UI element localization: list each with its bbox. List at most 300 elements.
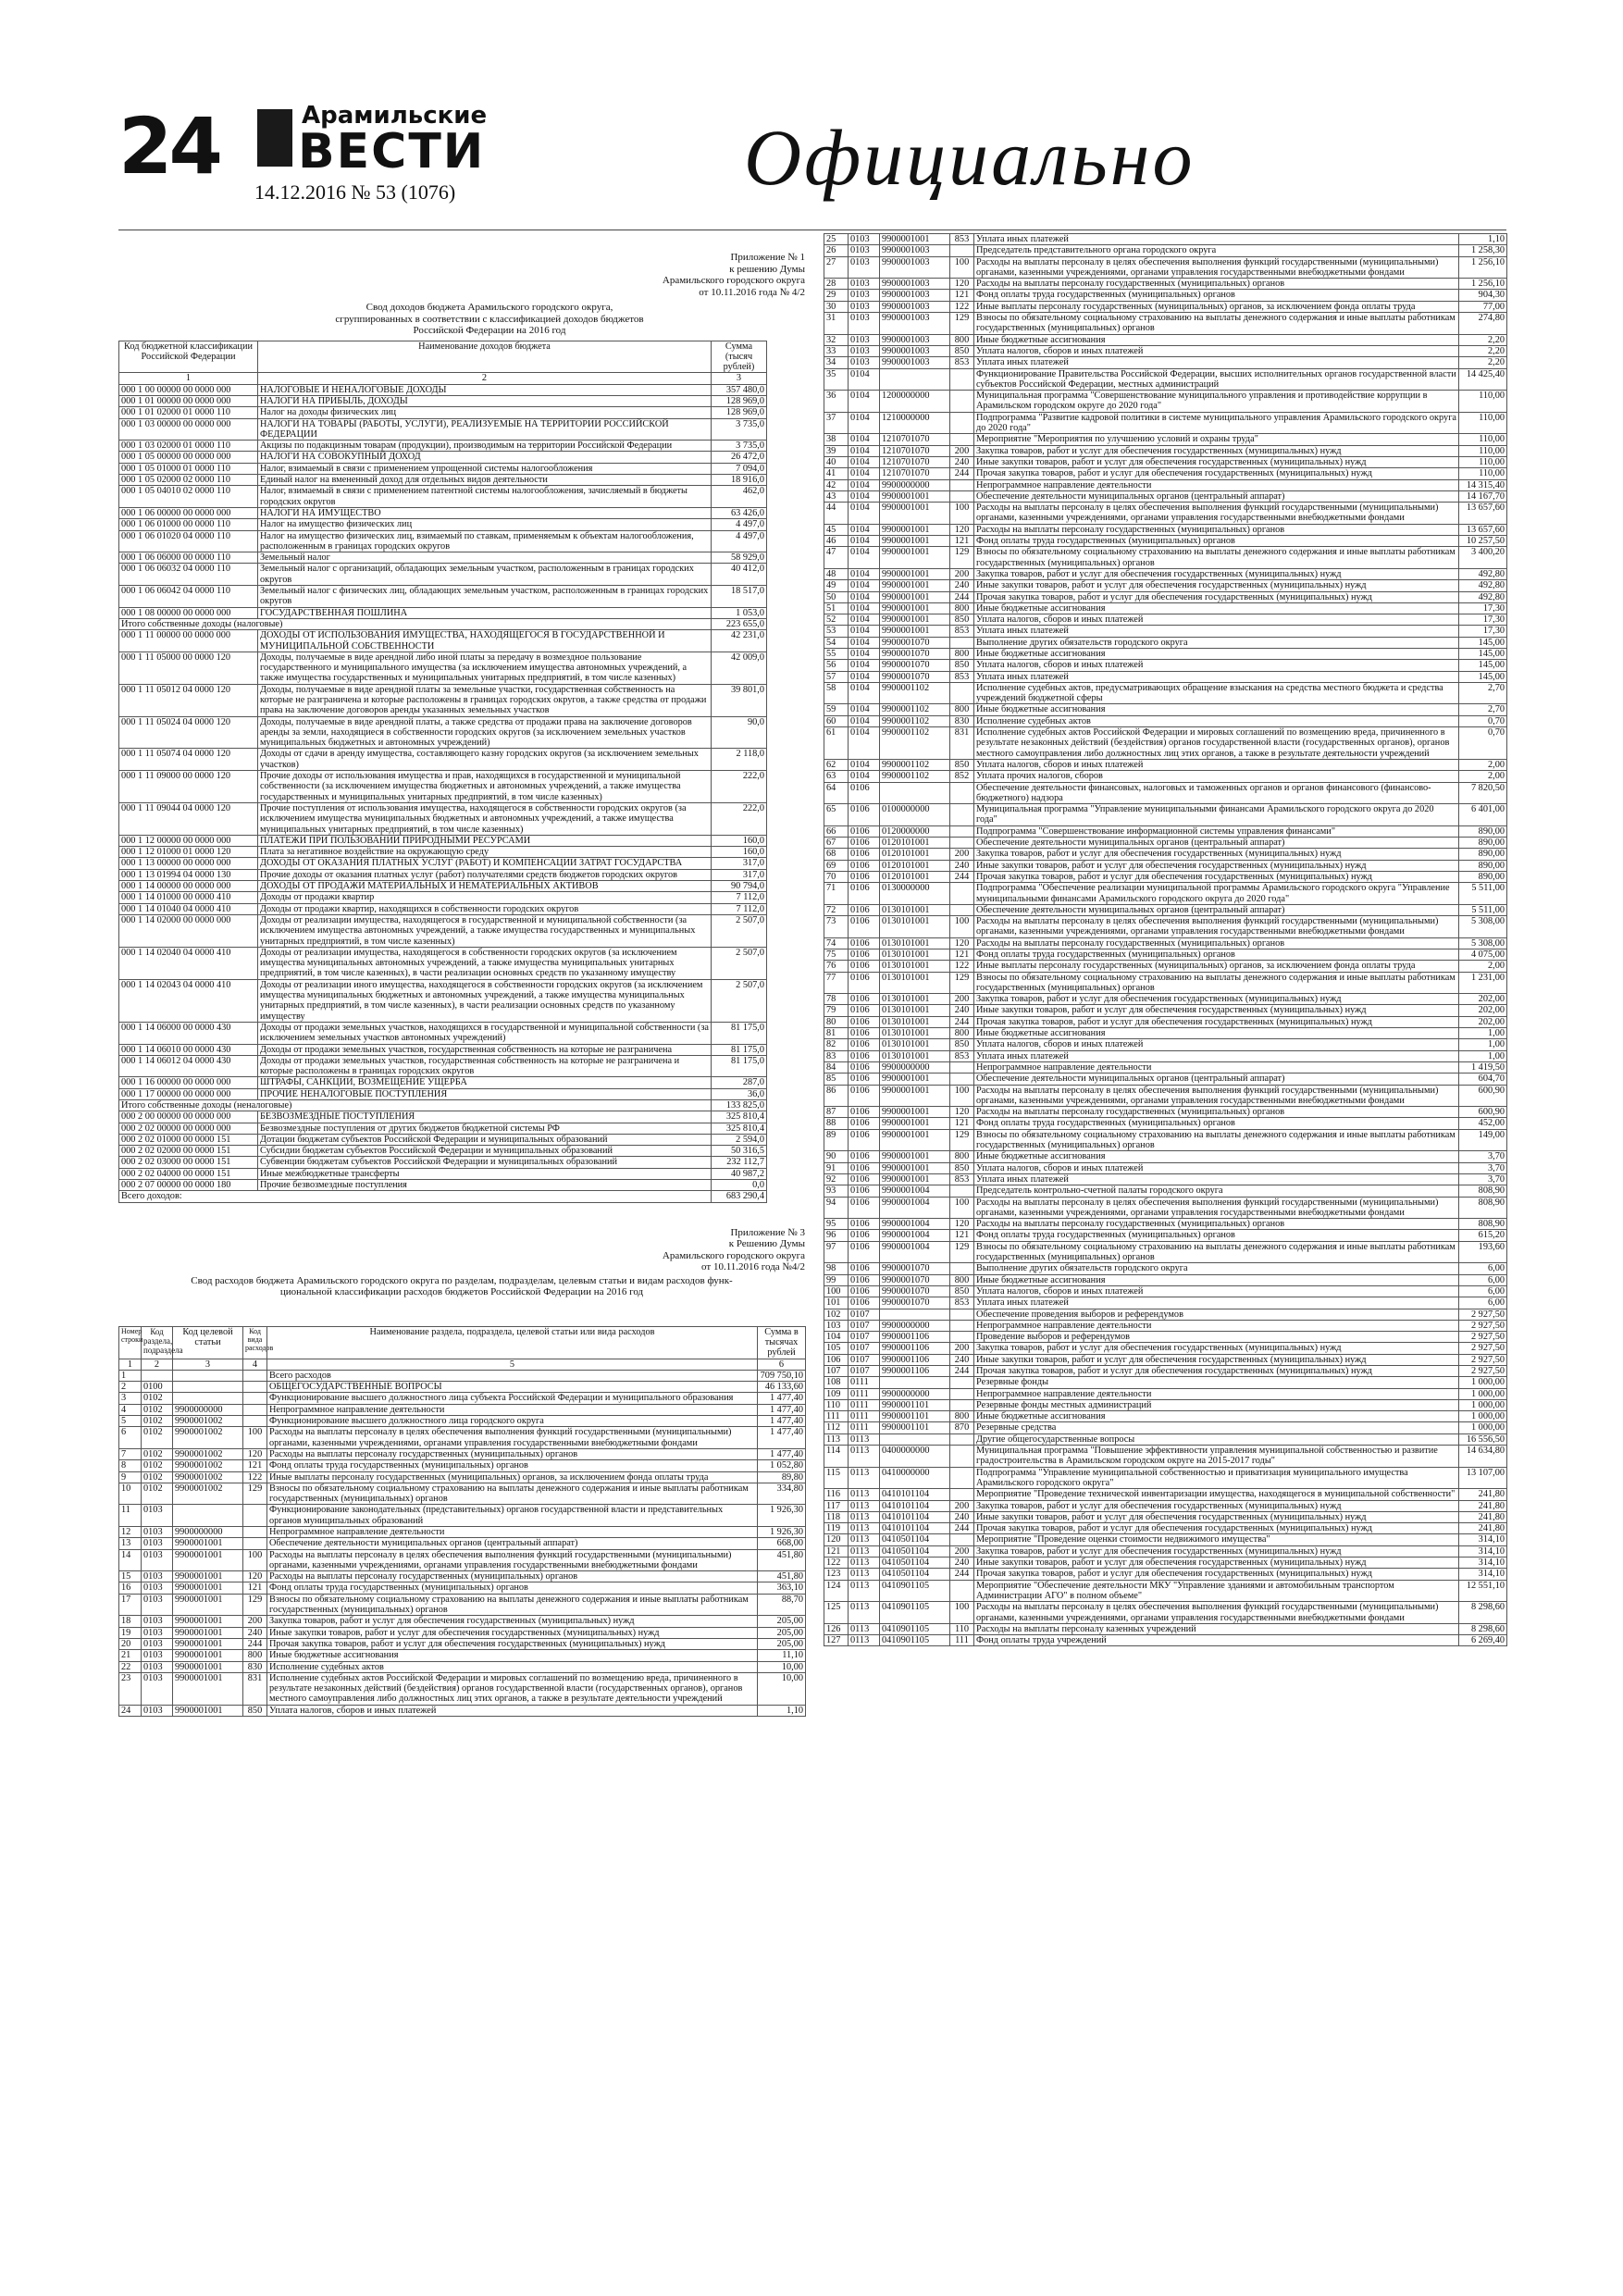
row-number: 30	[824, 301, 849, 312]
target-code: 9900001001	[173, 1582, 243, 1594]
section-code: 0103	[142, 1638, 173, 1649]
table-row	[824, 256, 1507, 279]
expense-type-code	[950, 1534, 974, 1545]
section-code: 0111	[849, 1422, 880, 1433]
row-number: 107	[824, 1365, 849, 1376]
expense-name: Иные закупки товаров, работ и услуг для обеспечения государственных (муниципальных) нужд	[974, 1005, 1459, 1016]
income-sum: 222,0	[712, 771, 767, 803]
expense-type-code: 850	[950, 1039, 974, 1050]
target-code: 9900001106	[880, 1354, 950, 1365]
row-number: 16	[119, 1582, 142, 1594]
table-row	[119, 1191, 767, 1202]
expense-sum: 600,90	[1459, 1085, 1507, 1107]
expense-sum: 7 820,50	[1459, 782, 1507, 804]
expense-sum: 2 927,50	[1459, 1354, 1507, 1365]
table-row	[119, 1055, 767, 1077]
income-total-label: Итого собственные доходы (неналоговые)	[119, 1099, 712, 1111]
table-row	[824, 1500, 1507, 1511]
section-code: 0104	[849, 503, 880, 525]
table-row	[824, 759, 1507, 770]
target-code: 0100000000	[880, 804, 950, 826]
table-row	[824, 727, 1507, 760]
expense-type-code: 122	[950, 301, 974, 312]
row-number: 24	[119, 1705, 142, 1716]
expense-type-code: 240	[950, 1511, 974, 1522]
target-code: 9900001001	[173, 1638, 243, 1649]
expense-type-code: 200	[950, 445, 974, 456]
section-code: 0103	[849, 290, 880, 301]
expense-type-code: 200	[950, 849, 974, 860]
expense-name: Выполнение других обязательств городского округа	[974, 637, 1459, 648]
expense-sum: 334,80	[758, 1483, 806, 1505]
expense-type-code: 122	[950, 961, 974, 972]
row-number: 45	[824, 524, 849, 535]
expense-colnum: 6	[758, 1359, 806, 1370]
table-row	[119, 1427, 806, 1449]
income-name: НАЛОГИ НА ПРИБЫЛЬ, ДОХОДЫ	[258, 395, 712, 406]
table-row	[119, 1168, 767, 1179]
section-code: 0111	[849, 1411, 880, 1422]
table-row	[824, 290, 1507, 301]
expense-sum: 1,00	[1459, 1039, 1507, 1050]
income-sum: 683 290,4	[712, 1191, 767, 1202]
table-row	[824, 771, 1507, 782]
table-row	[119, 586, 767, 608]
expense-name: Уплата налогов, сборов и иных платежей	[974, 345, 1459, 356]
section-code: 0100	[142, 1382, 173, 1393]
target-code: 9900001102	[880, 771, 950, 782]
expense-type-code: 244	[950, 1016, 974, 1027]
table-row	[824, 1297, 1507, 1309]
income-sum: 2 507,0	[712, 947, 767, 979]
row-number: 88	[824, 1118, 849, 1129]
table-row	[824, 1558, 1507, 1569]
target-code: 1210701070	[880, 468, 950, 479]
section-code: 0111	[849, 1399, 880, 1410]
table-row	[824, 904, 1507, 915]
coat-of-arms-icon	[257, 109, 292, 167]
table-row	[119, 652, 767, 684]
table-row	[824, 1388, 1507, 1399]
expense-type-code	[243, 1505, 267, 1527]
section-code: 0104	[849, 648, 880, 659]
income-sum: 50 316,5	[712, 1146, 767, 1157]
income-code: 000 1 13 01994 04 0000 130	[119, 869, 258, 880]
target-code: 1210701070	[880, 434, 950, 445]
section-code: 0106	[849, 1297, 880, 1309]
income-name: Доходы, получаемые в виде арендной платы за земельные участки, государственная собственность на которые не разграничена и которые расположены в границах городских округов, а также средства от продажи права на заключение договоров аренды указанных земельных участков	[258, 684, 712, 716]
income-name: Доходы от продажи земельных участков, находящихся в государственной и муниципальной собственности (за исключением земельных участков автономных учреждений)	[258, 1022, 712, 1044]
expense-sum: 492,80	[1459, 568, 1507, 579]
expense-type-code: 853	[950, 1173, 974, 1185]
target-code: 0410101104	[880, 1500, 950, 1511]
expense-name: Другие общегосударственные вопросы	[974, 1433, 1459, 1445]
expense-sum: 89,80	[758, 1471, 806, 1483]
expense-name: Функционирование высшего должностного лица субъекта Российской Федерации и муниципального образования	[267, 1393, 758, 1404]
expense-type-code	[950, 1309, 974, 1320]
income-name: Прочие доходы от использования имущества и прав, находящихся в государственной и муниципальной собственности (за исключением имущества бюджетных и автономных учреждений, а также имущества государственных и муниципальных унитарных предприятий, в том числе казенных)	[258, 771, 712, 803]
section-code: 0103	[142, 1672, 173, 1705]
expense-type-code: 853	[950, 671, 974, 682]
income-name: ДОХОДЫ ОТ ИСПОЛЬЗОВАНИЯ ИМУЩЕСТВА, НАХОДЯЩЕГОСЯ В ГОСУДАРСТВЕННОЙ И МУНИЦИПАЛЬНОЙ СОБСТВЕННОСТИ	[258, 630, 712, 652]
expense-name: Проведение выборов и референдумов	[974, 1332, 1459, 1343]
income-name: Доходы, получаемые в виде арендной либо иной платы за передачу в возмездное пользование государственного и муниципального имущества (за исключением имущества автономных учреждений, а также имущества государственных и муниципальных унитарных предприятий, в том числе казенных)	[258, 652, 712, 684]
section-code: 0113	[849, 1500, 880, 1511]
row-number: 55	[824, 648, 849, 659]
expense-sum: 202,00	[1459, 1016, 1507, 1027]
row-number: 59	[824, 704, 849, 715]
table-row	[824, 871, 1507, 882]
income-code: 000 1 00 00000 00 0000 000	[119, 384, 258, 395]
target-code: 0130101001	[880, 1039, 950, 1050]
expense-sum: 2 927,50	[1459, 1365, 1507, 1376]
section-code: 0103	[849, 334, 880, 345]
row-number: 58	[824, 682, 849, 704]
expense-sum: 451,80	[758, 1549, 806, 1571]
target-code: 0120101001	[880, 871, 950, 882]
row-number: 12	[119, 1527, 142, 1538]
table-row	[119, 475, 767, 486]
target-code: 9900001001	[880, 524, 950, 535]
income-code: 000 1 06 06032 04 0000 110	[119, 564, 258, 586]
table-row	[824, 626, 1507, 637]
row-number: 51	[824, 602, 849, 614]
expense-type-code: 240	[950, 1354, 974, 1365]
row-number: 74	[824, 937, 849, 949]
row-number: 77	[824, 972, 849, 994]
target-code: 9900001070	[880, 1285, 950, 1297]
target-code: 9900001101	[880, 1422, 950, 1433]
table-row	[119, 1460, 806, 1471]
section-code: 0113	[849, 1623, 880, 1634]
expense-name: Иные закупки товаров, работ и услуг для обеспечения государственных (муниципальных) нужд	[974, 1558, 1459, 1569]
row-number: 7	[119, 1448, 142, 1459]
section-code: 0103	[849, 301, 880, 312]
expense-type-code: 240	[243, 1627, 267, 1638]
expense-name: Уплата иных платежей	[974, 357, 1459, 368]
expense-type-code: 850	[950, 1162, 974, 1173]
income-name: Налог на имущество физических лиц, взимаемый по ставкам, применяемым к объектам налогообложения, расположенным в границах городских округов	[258, 530, 712, 552]
income-code: 000 1 12 01000 01 0000 120	[119, 847, 258, 858]
expense-sum: 1 052,80	[758, 1460, 806, 1471]
target-code: 9900001102	[880, 682, 950, 704]
expense-sum: 145,00	[1459, 660, 1507, 671]
expense-sum: 1 258,30	[1459, 245, 1507, 256]
income-code: 000 1 13 00000 00 0000 000	[119, 858, 258, 869]
appendix3-note-line: от 10.11.2016 года №4/2	[701, 1261, 805, 1273]
expense-type-code	[950, 1388, 974, 1399]
income-sum: 18 916,0	[712, 475, 767, 486]
expense-sum: 890,00	[1459, 838, 1507, 849]
target-code: 1210701070	[880, 456, 950, 467]
row-number: 123	[824, 1569, 849, 1580]
row-number: 104	[824, 1332, 849, 1343]
table-row	[119, 1111, 767, 1123]
target-code: 9900001001	[880, 490, 950, 502]
income-sum: 232 112,7	[712, 1157, 767, 1168]
target-code: 9900000000	[173, 1527, 243, 1538]
row-number: 112	[824, 1422, 849, 1433]
table-row	[119, 847, 767, 858]
table-row	[119, 1571, 806, 1582]
section-code: 0106	[849, 1185, 880, 1197]
expense-type-code: 129	[243, 1594, 267, 1616]
income-name: ШТРАФЫ, САНКЦИИ, ВОЗМЕЩЕНИЕ УЩЕРБА	[258, 1077, 712, 1088]
row-number: 92	[824, 1173, 849, 1185]
section-code: 0104	[849, 602, 880, 614]
expense-type-code	[950, 1377, 974, 1388]
income-code: 000 1 17 00000 00 0000 000	[119, 1088, 258, 1099]
expense-sum: 2 927,50	[1459, 1332, 1507, 1343]
expense-sum: 1 256,10	[1459, 256, 1507, 279]
expense-name: Исполнение судебных актов Российской Федерации и мировых соглашений по возмещению вреда, причиненного в результате незаконных действий (бездействия) органов государственной власти (государственных органов), органов местного самоуправления либо должностных лиц этих органов, а также в результате деятельности учреждений	[267, 1672, 758, 1705]
target-code: 9900001001	[880, 580, 950, 591]
expense-type-code: 800	[950, 704, 974, 715]
right-column	[824, 233, 1506, 2278]
expense-type-code	[950, 1061, 974, 1073]
expense-type-code: 853	[950, 1050, 974, 1061]
row-number: 34	[824, 357, 849, 368]
target-code: 0130101001	[880, 1005, 950, 1016]
income-name: Доходы от продажи квартир, находящихся в собственности городских округов	[258, 903, 712, 914]
expense-type-code: 200	[950, 568, 974, 579]
target-code: 9900001001	[173, 1650, 243, 1661]
expense-sum: 1 231,00	[1459, 972, 1507, 994]
row-number: 27	[824, 256, 849, 279]
row-number: 110	[824, 1399, 849, 1410]
table-row	[824, 1074, 1507, 1085]
income-total-label: Всего доходов:	[119, 1191, 712, 1202]
section-code: 0104	[849, 490, 880, 502]
expense-type-code: 800	[950, 648, 974, 659]
row-number: 40	[824, 456, 849, 467]
expense-sum: 5 308,00	[1459, 916, 1507, 938]
expense-type-code: 200	[950, 1545, 974, 1557]
income-code: 000 1 03 02000 01 0000 110	[119, 441, 258, 452]
row-number: 5	[119, 1416, 142, 1427]
table-row	[824, 1422, 1507, 1433]
target-code: 9900001102	[880, 759, 950, 770]
row-number: 69	[824, 860, 849, 871]
expense-type-code: 853	[950, 234, 974, 245]
section-code: 0104	[849, 727, 880, 760]
table-row	[119, 1594, 806, 1616]
section-code: 0104	[849, 445, 880, 456]
expense-sum: 2,70	[1459, 682, 1507, 704]
table-row	[119, 1022, 767, 1044]
target-code: 9900001070	[880, 660, 950, 671]
appendix3-note-line: Приложение № 3	[730, 1226, 805, 1238]
table-row	[119, 802, 767, 835]
target-code: 9900001002	[173, 1427, 243, 1449]
expense-type-code: 800	[950, 1411, 974, 1422]
expense-sum: 890,00	[1459, 860, 1507, 871]
expense-type-code: 852	[950, 771, 974, 782]
section-code: 0106	[849, 1285, 880, 1297]
expense-name: Обеспечение деятельности муниципальных органов (центральный аппарат)	[974, 1074, 1459, 1085]
section-code: 0106	[849, 1028, 880, 1039]
expense-sum: 110,00	[1459, 391, 1507, 413]
income-sum: 81 175,0	[712, 1022, 767, 1044]
appendix3-note-line: к Решению Думы	[728, 1238, 805, 1250]
row-number: 32	[824, 334, 849, 345]
table-row	[824, 1274, 1507, 1285]
table-row	[824, 1580, 1507, 1602]
table-row	[119, 407, 767, 418]
expense-name: Резервные фонды	[974, 1377, 1459, 1388]
table-row	[824, 479, 1507, 490]
expense-table-body	[119, 1370, 806, 1716]
expense-sum: 808,90	[1459, 1197, 1507, 1219]
income-sum: 63 426,0	[712, 507, 767, 518]
expense-sum: 241,80	[1459, 1500, 1507, 1511]
table-row	[824, 972, 1507, 994]
row-number: 62	[824, 759, 849, 770]
target-code: 9900001001	[173, 1594, 243, 1616]
expense-type-code	[243, 1370, 267, 1381]
row-number: 48	[824, 568, 849, 579]
expense-name: Расходы на выплаты персоналу казенных учреждений	[974, 1623, 1459, 1634]
table-row	[824, 637, 1507, 648]
expense-type-code: 111	[950, 1635, 974, 1646]
row-number: 97	[824, 1241, 849, 1263]
expense-name: Обеспечение деятельности муниципальных органов (центральный аппарат)	[267, 1538, 758, 1549]
section-code: 0103	[849, 279, 880, 290]
table-row	[119, 441, 767, 452]
target-code: 9900000000	[173, 1404, 243, 1415]
table-row	[119, 530, 767, 552]
expense-sum: 314,10	[1459, 1569, 1507, 1580]
expense-sum: 2,00	[1459, 771, 1507, 782]
table-row	[824, 445, 1507, 456]
appendix3-note-line: Арамильского городского округа	[662, 1249, 805, 1261]
income-name: Субсидии бюджетам субъектов Российской Федерации и муниципальных образований	[258, 1146, 712, 1157]
expense-type-code: 100	[243, 1549, 267, 1571]
table-row	[119, 1123, 767, 1134]
target-code: 0410501104	[880, 1534, 950, 1545]
income-code: 000 1 01 02000 01 0000 110	[119, 407, 258, 418]
section-code: 0104	[849, 412, 880, 434]
table-row	[824, 1061, 1507, 1073]
expense-type-code: 120	[950, 524, 974, 535]
expense-sum: 668,00	[758, 1538, 806, 1549]
table-row	[824, 1354, 1507, 1365]
expense-type-code: 870	[950, 1422, 974, 1433]
expense-header-name: Наименование раздела, подраздела, целевой статьи или вида расходов	[267, 1326, 758, 1359]
section-code: 0102	[142, 1483, 173, 1505]
appendix3-caption	[118, 1275, 805, 1298]
expense-sum: 0,70	[1459, 727, 1507, 760]
expense-type-code: 850	[950, 660, 974, 671]
income-name: ДОХОДЫ ОТ ОКАЗАНИЯ ПЛАТНЫХ УСЛУГ (РАБОТ) И КОМПЕНСАЦИИ ЗАТРАТ ГОСУДАРСТВА	[258, 858, 712, 869]
row-number: 78	[824, 994, 849, 1005]
expense-sum: 6 401,00	[1459, 804, 1507, 826]
expense-type-code	[950, 825, 974, 837]
section-code: 0104	[849, 391, 880, 413]
expense-name: Всего расходов	[267, 1370, 758, 1381]
expense-name: Уплата иных платежей	[974, 626, 1459, 637]
income-name: НАЛОГОВЫЕ И НЕНАЛОГОВЫЕ ДОХОДЫ	[258, 384, 712, 395]
expense-name: Иные закупки товаров, работ и услуг для обеспечения государственных (муниципальных) нужд	[974, 456, 1459, 467]
section-code: 0103	[849, 313, 880, 335]
expense-name: Уплата налогов, сборов и иных платежей	[974, 759, 1459, 770]
table-row	[119, 552, 767, 564]
section-code: 0103	[142, 1705, 173, 1716]
income-name: Единый налог на вмененный доход для отдельных видов деятельности	[258, 475, 712, 486]
income-name: Налог на имущество физических лиц	[258, 519, 712, 530]
expense-sum: 110,00	[1459, 456, 1507, 467]
expense-name: Мероприятие "Обеспечение деятельности МКУ "Управление зданиями и автомобильным транспортом Администрации АГО" в полном объеме"	[974, 1580, 1459, 1602]
row-number: 10	[119, 1483, 142, 1505]
left-column	[118, 233, 805, 2278]
expense-sum: 241,80	[1459, 1489, 1507, 1500]
table-row	[824, 860, 1507, 871]
row-number: 84	[824, 1061, 849, 1073]
section-code: 0103	[142, 1661, 173, 1672]
table-row	[824, 1467, 1507, 1489]
expense-name: Иные бюджетные ассигнования	[267, 1650, 758, 1661]
section-code: 0106	[849, 972, 880, 994]
row-number: 75	[824, 949, 849, 961]
table-row	[824, 1309, 1507, 1320]
table-row	[824, 1411, 1507, 1422]
row-number: 35	[824, 368, 849, 391]
section-code: 0106	[849, 1074, 880, 1085]
table-row	[119, 684, 767, 716]
expense-name: Председатель представительного органа городского округа	[974, 245, 1459, 256]
expense-header-target: Код целевой статьи	[173, 1326, 243, 1359]
section-code: 0113	[849, 1489, 880, 1500]
expense-name: Уплата налогов, сборов и иных платежей	[974, 1162, 1459, 1173]
expense-type-code: 853	[950, 1297, 974, 1309]
expense-colnum: 4	[243, 1359, 267, 1370]
income-sum: 287,0	[712, 1077, 767, 1088]
target-code: 9900000000	[880, 1320, 950, 1331]
target-code: 0120101001	[880, 849, 950, 860]
expense-sum: 13 107,00	[1459, 1467, 1507, 1489]
expense-type-code: 121	[950, 536, 974, 547]
income-sum: 4 497,0	[712, 530, 767, 552]
income-sum: 42 009,0	[712, 652, 767, 684]
expense-sum: 145,00	[1459, 648, 1507, 659]
section-code: 0102	[142, 1460, 173, 1471]
expense-sum: 890,00	[1459, 825, 1507, 837]
expense-sum: 193,60	[1459, 1241, 1507, 1263]
section-code: 0106	[849, 1085, 880, 1107]
expense-type-code: 244	[243, 1638, 267, 1649]
expense-type-code: 850	[950, 345, 974, 356]
expense-sum: 1 419,50	[1459, 1061, 1507, 1073]
table-row	[119, 869, 767, 880]
target-code: 0130101001	[880, 949, 950, 961]
income-name: Налог, взимаемый в связи с применением упрощенной системы налогообложения	[258, 463, 712, 474]
expense-name: Уплата прочих налогов, сборов	[974, 771, 1459, 782]
expense-type-code: 244	[950, 468, 974, 479]
expense-name: Иные закупки товаров, работ и услуг для обеспечения государственных (муниципальных) нужд	[974, 860, 1459, 871]
row-number: 82	[824, 1039, 849, 1050]
row-number: 113	[824, 1433, 849, 1445]
section-code: 0113	[849, 1602, 880, 1624]
income-sum: 357 480,0	[712, 384, 767, 395]
table-row	[824, 1446, 1507, 1468]
table-row	[119, 1650, 806, 1661]
income-code: 000 1 06 01020 04 0000 110	[119, 530, 258, 552]
row-number: 42	[824, 479, 849, 490]
table-row	[824, 490, 1507, 502]
section-code: 0107	[849, 1309, 880, 1320]
section-code: 0106	[849, 1263, 880, 1274]
table-row	[824, 357, 1507, 368]
